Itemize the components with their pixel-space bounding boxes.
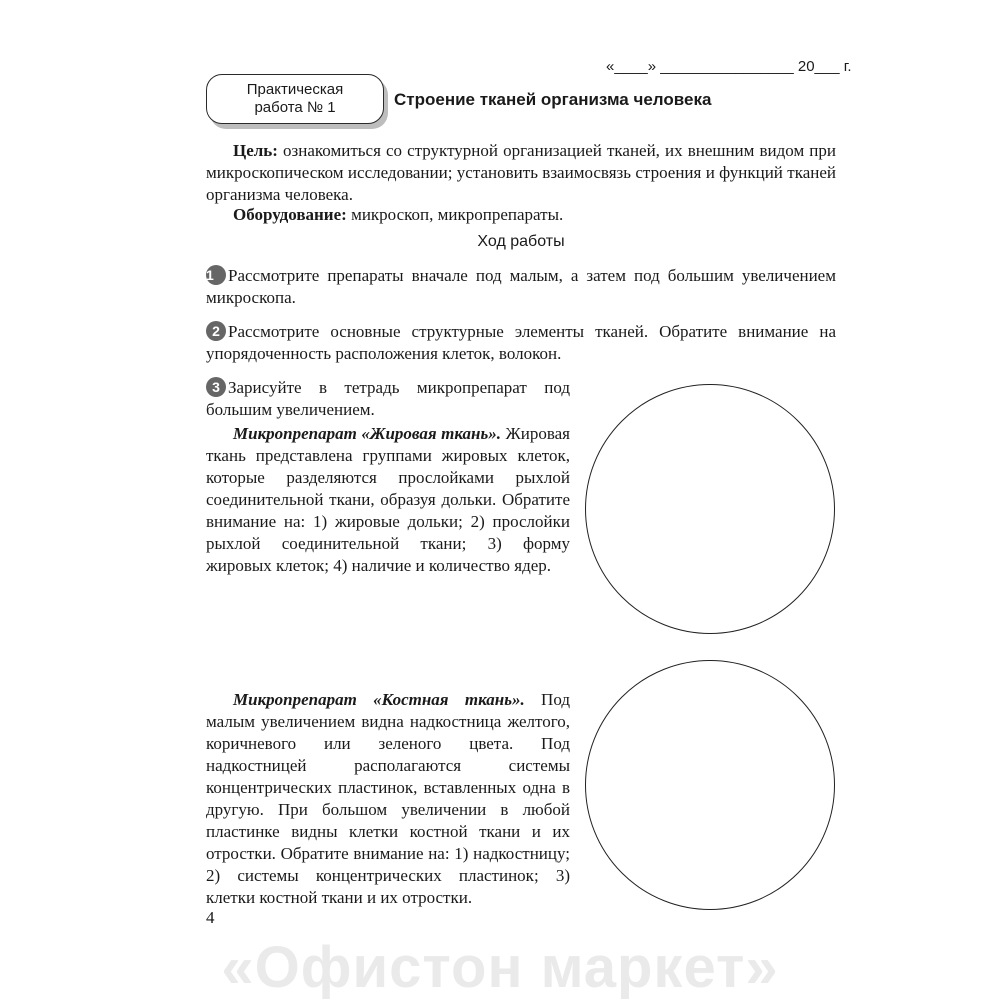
goal-text: ознакомиться со структурной организацией тканей, их внешним видом при микроскопическом исследовании; установить взаимосвязь строения и функций тканей организма человека.	[206, 141, 836, 204]
goal-paragraph	[206, 140, 836, 206]
step-2	[206, 321, 836, 365]
step-text: Рассмотрите основные структурные элементы тканей. Обратите внимание на упорядоченность расположения клеток, волокон.	[206, 322, 836, 363]
practical-work-badge	[206, 74, 384, 124]
date-line: «____» ________________ 20___ г.	[606, 58, 852, 75]
specimen-adipose-label: Микропрепарат «Жировая ткань».	[233, 424, 502, 443]
badge-line-1: Практическая	[246, 81, 344, 98]
procedure-heading: Ход работы	[477, 233, 565, 250]
drawing-circle-adipose[interactable]	[585, 384, 835, 634]
step-number-badge: 1	[206, 265, 226, 285]
step-number-badge: 2	[206, 321, 226, 341]
page-number: 4	[206, 908, 215, 927]
step-text: Зарисуйте в тетрадь микропрепарат под большим увеличением.	[206, 378, 570, 419]
step-number-badge: 3	[206, 377, 226, 397]
step-text: Рассмотрите препараты вначале под малым, а затем под большим увеличением микроскопа.	[206, 266, 836, 307]
badge-line-2: работа № 1	[254, 99, 336, 116]
specimen-adipose-text: Жировая ткань представлена группами жировых клеток, которые разделяются прослойками рыхлой соединительной ткани, образуя дольки. Обратите внимание на: 1) жировые дольки; 2) прослойки рыхлой соединительной ткани; 3) форму жировых клеток; 4) наличие и количество ядер.	[206, 424, 570, 575]
specimen-bone-label: Микропрепарат «Костная ткань».	[233, 690, 525, 709]
page-title: Строение тканей организма человека	[394, 90, 712, 109]
specimen-adipose-paragraph	[206, 423, 570, 577]
equipment-label: Оборудование:	[233, 205, 347, 224]
step-3	[206, 377, 570, 421]
goal-label: Цель:	[233, 141, 278, 160]
specimen-bone-paragraph	[206, 689, 570, 909]
specimen-bone-text: Под малым увеличением видна надкостница желтого, коричневого или зеленого цвета. Под надкостницей располагаются системы концентрических пластинок, вставленных одна в другую. При большом увеличении в любой пластинке видны клетки костной ткани и их отростки. Обратите внимание на: 1) надкостницу; 2) системы концентрических пластинок; 3) клетки костной ткани и их отростки.	[206, 690, 570, 907]
equipment-paragraph	[206, 204, 836, 226]
drawing-circle-bone[interactable]	[585, 660, 835, 910]
watermark: «Офистон маркет»	[221, 935, 779, 1000]
step-1	[206, 265, 836, 309]
equipment-text: микроскоп, микропрепараты.	[346, 205, 564, 224]
